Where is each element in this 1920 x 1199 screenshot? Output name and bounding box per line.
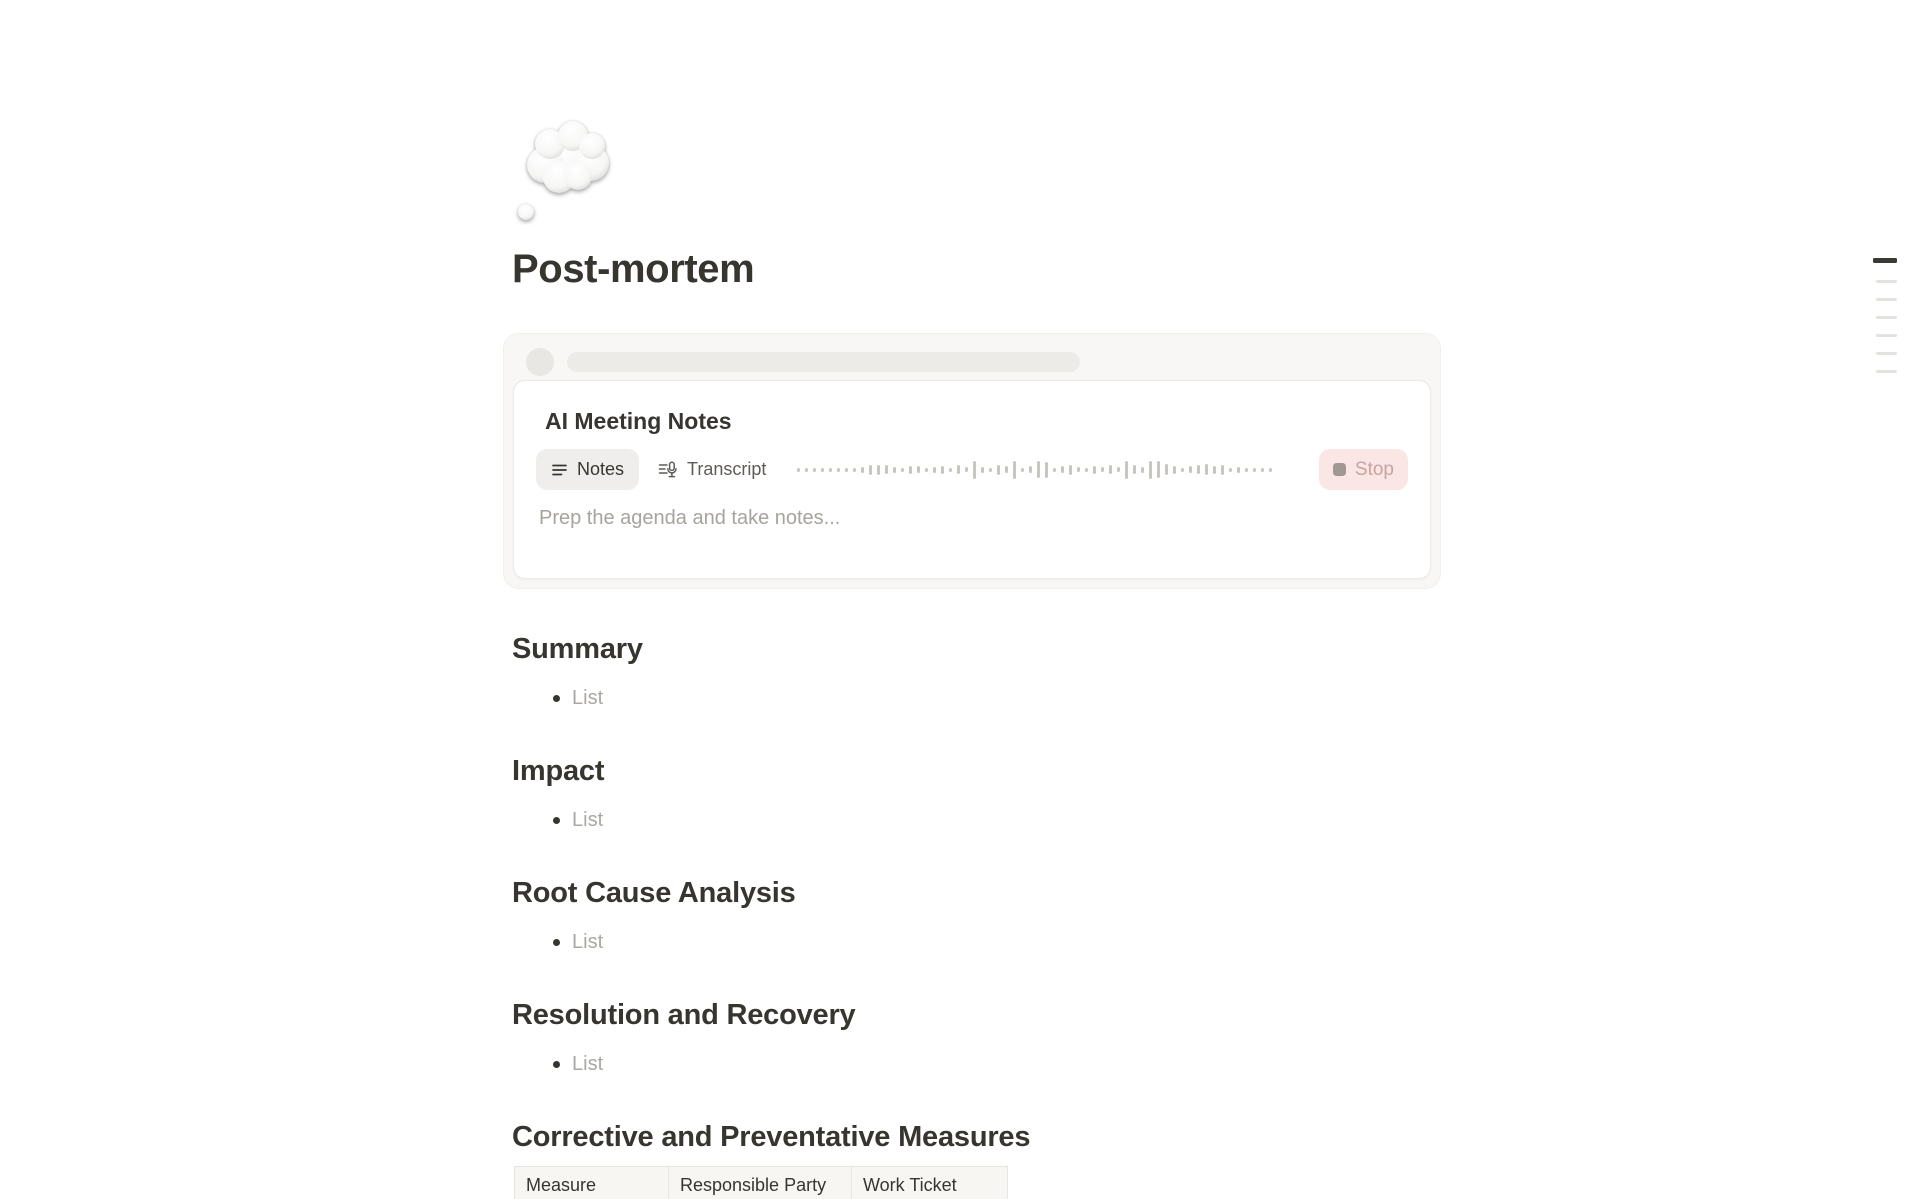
- tab-transcript-label: Transcript: [687, 459, 767, 479]
- waveform-bar: [1197, 465, 1200, 474]
- notes-lines-icon: [551, 462, 568, 478]
- waveform-bar: [837, 468, 840, 472]
- list-item[interactable]: [512, 686, 1432, 711]
- bullet-icon: [553, 695, 560, 702]
- bullet-icon: [553, 817, 560, 824]
- waveform-bar: [797, 468, 800, 472]
- tab-notes-label: Notes: [577, 459, 625, 479]
- page-icon-thought-balloon-emoji[interactable]: [514, 115, 620, 225]
- waveform-bar: [1037, 461, 1040, 478]
- card-skeleton-header: [513, 343, 1431, 380]
- ai-meeting-notes-block: [503, 333, 1441, 589]
- outline-line[interactable]: [1873, 258, 1897, 263]
- waveform-bar: [1133, 465, 1136, 474]
- waveform-bar: [1269, 468, 1272, 472]
- waveform-bar: [1109, 465, 1112, 474]
- waveform-bar: [869, 465, 872, 475]
- outline-line[interactable]: [1876, 316, 1897, 319]
- waveform-bar: [1061, 466, 1064, 473]
- waveform-bar: [1165, 464, 1168, 475]
- list-placeholder: List: [572, 687, 604, 709]
- meeting-tabs-row: [536, 449, 1408, 490]
- waveform-bar: [829, 468, 832, 472]
- waveform-bar: [1125, 461, 1128, 479]
- meeting-notes-title: AI Meeting Notes: [545, 408, 732, 434]
- thought-balloon-icon: [514, 115, 620, 225]
- waveform-bar: [1085, 468, 1088, 472]
- waveform-bar: [1173, 466, 1176, 474]
- waveform-bar: [1181, 468, 1184, 472]
- skeleton-bar: [567, 352, 1080, 372]
- list-item[interactable]: [512, 930, 1432, 955]
- bullet-icon: [553, 939, 560, 946]
- waveform-bar: [1205, 464, 1208, 475]
- waveform-bar: [1189, 466, 1192, 473]
- waveform-bar: [941, 466, 944, 474]
- waveform-bar: [1077, 467, 1080, 472]
- waveform-bar: [1013, 461, 1016, 479]
- notes-input-placeholder[interactable]: Prep the agenda and take notes...: [539, 507, 841, 529]
- waveform-bar: [805, 468, 808, 472]
- heading-root-cause-analysis: Root Cause Analysis: [512, 877, 796, 909]
- waveform-bar: [989, 468, 992, 472]
- measures-table: [514, 1166, 1008, 1199]
- waveform-bar: [1245, 468, 1248, 472]
- waveform-bar: [893, 467, 896, 473]
- waveform-bar: [1141, 467, 1144, 473]
- outline-minimap: [1873, 258, 1897, 373]
- outline-line[interactable]: [1876, 334, 1897, 337]
- waveform-bar: [1005, 466, 1008, 473]
- heading-impact: Impact: [512, 755, 605, 787]
- waveform-bar: [1157, 461, 1160, 478]
- waveform-bar: [1045, 462, 1048, 478]
- waveform-bar: [845, 468, 848, 472]
- list-placeholder: List: [572, 809, 604, 831]
- tab-notes[interactable]: [536, 449, 639, 490]
- waveform-bar: [1093, 466, 1096, 474]
- stop-square-icon: [1333, 463, 1346, 476]
- waveform-bar: [1229, 468, 1232, 472]
- waveform-bar: [981, 467, 984, 473]
- waveform-bar: [973, 461, 976, 479]
- waveform-bar: [1149, 461, 1152, 479]
- waveform-bar: [1221, 465, 1224, 475]
- waveform-bar: [1253, 468, 1256, 472]
- waveform-bar: [1261, 468, 1264, 472]
- waveform-bar: [949, 468, 952, 472]
- waveform-bar: [925, 468, 928, 472]
- skeleton-circle: [526, 348, 554, 376]
- waveform-bar: [853, 468, 856, 472]
- list-placeholder: List: [572, 1053, 604, 1075]
- outline-line[interactable]: [1876, 298, 1897, 301]
- waveform-bar: [917, 466, 920, 473]
- list-item[interactable]: [512, 808, 1432, 833]
- transcript-mic-icon: [658, 461, 678, 479]
- waveform-bar: [1029, 466, 1032, 473]
- waveform-bar: [909, 466, 912, 474]
- list-placeholder: List: [572, 931, 604, 953]
- waveform-bar: [877, 465, 880, 475]
- waveform: [797, 458, 1297, 482]
- outline-line[interactable]: [1876, 352, 1897, 355]
- waveform-bar: [1213, 466, 1216, 474]
- waveform-bar: [1053, 468, 1056, 472]
- waveform-bar: [1101, 467, 1104, 472]
- stop-button-label: Stop: [1354, 458, 1394, 480]
- waveform-bar: [933, 467, 936, 473]
- column-header-measure[interactable]: Measure: [515, 1167, 669, 1199]
- tab-transcript[interactable]: [658, 459, 766, 480]
- heading-corrective-preventative-measures: Corrective and Preventative Measures: [512, 1121, 1031, 1153]
- waveform-bar: [997, 465, 1000, 475]
- stop-button[interactable]: [1319, 449, 1408, 490]
- waveform-bar: [861, 467, 864, 473]
- waveform-bar: [885, 465, 888, 474]
- column-header-work-ticket[interactable]: Work Ticket: [852, 1167, 1008, 1199]
- heading-resolution-and-recovery: Resolution and Recovery: [512, 999, 856, 1031]
- waveform-bar: [1237, 467, 1240, 473]
- waveform-bar: [901, 468, 904, 472]
- waveform-bar: [813, 468, 816, 472]
- waveform-bar: [957, 465, 960, 474]
- table-header-row: [515, 1167, 1008, 1199]
- outline-line[interactable]: [1876, 370, 1897, 373]
- waveform-bar: [1021, 468, 1024, 472]
- list-item[interactable]: [512, 1052, 1432, 1077]
- waveform-bar: [965, 467, 968, 472]
- outline-line[interactable]: [1876, 280, 1897, 283]
- waveform-bar: [1117, 467, 1120, 472]
- waveform-bar: [1069, 465, 1072, 475]
- heading-summary: Summary: [512, 633, 643, 665]
- page-title[interactable]: Post-mortem: [512, 247, 755, 291]
- column-header-responsible-party[interactable]: Responsible Party: [669, 1167, 852, 1199]
- meeting-card-inner: [513, 380, 1431, 579]
- page-content: [512, 0, 1432, 1199]
- bullet-icon: [553, 1061, 560, 1068]
- waveform-bar: [821, 468, 824, 472]
